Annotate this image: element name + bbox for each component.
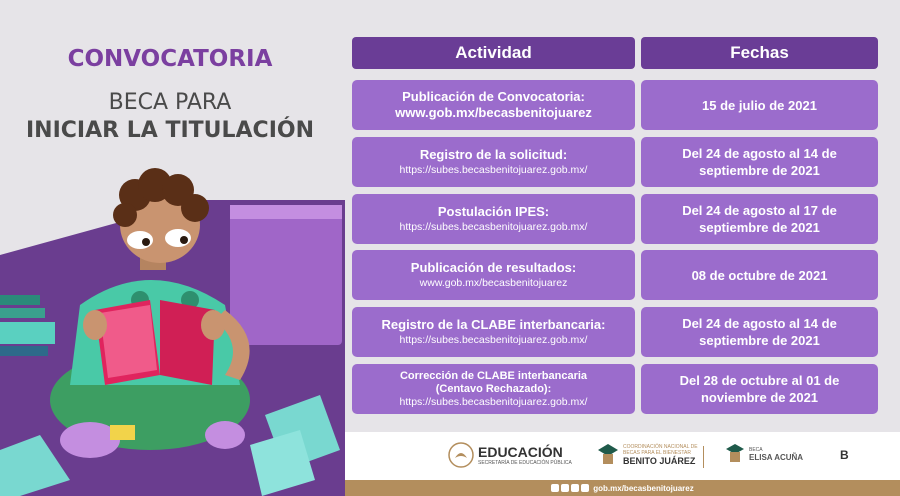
- activity-title: Publicación de Convocatoria:: [402, 89, 585, 104]
- activity-title: Registro de la solicitud:: [419, 147, 568, 162]
- activity-cell: [352, 364, 635, 414]
- activity-cell: [352, 250, 635, 300]
- activity-cell: [352, 307, 635, 357]
- activity-title: Publicación de resultados:: [410, 260, 577, 275]
- date-cell: [641, 194, 878, 244]
- activity-subtitle: (Centavo Rechazado):: [435, 382, 552, 395]
- date-text: Del 24 de agosto al 14 de septiembre de 2021: [682, 146, 837, 178]
- elisa-acuna-logo: [725, 442, 803, 466]
- b-logo: B: [840, 448, 849, 462]
- benito-juarez-label: BENITO JUÁREZ: [623, 456, 696, 466]
- activity-title: Registro de la CLABE interbancaria:: [381, 317, 606, 332]
- activity-url: https://subes.becasbenitojuarez.gob.mx/: [399, 164, 588, 176]
- activity-url: https://subes.becasbenitojuarez.gob.mx/: [399, 395, 588, 408]
- youtube-icon[interactable]: [581, 484, 589, 492]
- convocatoria-title: CONVOCATORIA: [67, 46, 273, 72]
- date-cell: [641, 80, 878, 130]
- table-row: [352, 80, 878, 130]
- activity-cell: [352, 80, 635, 130]
- activity-url: https://subes.becasbenitojuarez.gob.mx/: [399, 334, 588, 346]
- instagram-icon[interactable]: [571, 484, 579, 492]
- table-row: [352, 250, 878, 300]
- date-text: Del 24 de agosto al 14 de septiembre de 2021: [682, 316, 837, 348]
- educacion-sublabel: SECRETARÍA DE EDUCACIÓN PÚBLICA: [478, 460, 572, 466]
- coordinacion-sublabel: COORDINACIÓN NACIONAL DE BECAS PARA EL BIENESTAR: [623, 444, 698, 456]
- column-header-actividad: Actividad: [352, 37, 635, 69]
- date-cell: [641, 364, 878, 414]
- beca-small-label: BECA: [749, 446, 763, 453]
- footer-logos: [345, 432, 900, 480]
- date-text: 15 de julio de 2021: [702, 97, 817, 113]
- graduation-cap-icon: [597, 442, 619, 468]
- benito-juarez-logo: [597, 442, 713, 468]
- activity-url: https://subes.becasbenitojuarez.gob.mx/: [399, 221, 588, 233]
- educacion-logo: [448, 442, 572, 468]
- beca-title-line2: INICIAR LA TITULACIÓN: [26, 118, 314, 143]
- educacion-label: EDUCACIÓN: [478, 444, 563, 460]
- graduation-cap-icon: [725, 442, 745, 466]
- column-header-fechas: Fechas: [641, 37, 878, 69]
- social-icons: [551, 484, 589, 492]
- activity-url: www.gob.mx/becasbenitojuarez: [395, 105, 592, 120]
- date-cell: [641, 250, 878, 300]
- twitter-icon[interactable]: [561, 484, 569, 492]
- table-row: [352, 364, 878, 414]
- activity-title: Postulación IPES:: [437, 204, 550, 219]
- date-text: 08 de octubre de 2021: [691, 267, 828, 283]
- elisa-acuna-label: ELISA ACUÑA: [749, 452, 804, 462]
- table-row: [352, 307, 878, 357]
- date-text: Del 24 de agosto al 17 de septiembre de 2021: [682, 203, 837, 235]
- eagle-emblem-icon: [448, 442, 474, 468]
- activity-cell: [352, 137, 635, 187]
- date-text: Del 28 de octubre al 01 de noviembre de 2021: [679, 373, 840, 405]
- divider: [703, 446, 704, 468]
- beca-title-line1: BECA PARA: [108, 90, 232, 115]
- activity-title: Corrección de CLABE interbancaria: [399, 369, 588, 382]
- student-reading-illustration: [0, 160, 345, 496]
- date-cell: [641, 307, 878, 357]
- activity-url: www.gob.mx/becasbenitojuarez: [419, 277, 568, 289]
- footer-url-link[interactable]: gob.mx/becasbenitojuarez: [593, 483, 694, 493]
- activity-cell: [352, 194, 635, 244]
- table-row: [352, 194, 878, 244]
- facebook-icon[interactable]: [551, 484, 559, 492]
- date-cell: [641, 137, 878, 187]
- left-panel: [0, 0, 345, 496]
- table-row: [352, 137, 878, 187]
- footer-social-strip: [345, 480, 900, 496]
